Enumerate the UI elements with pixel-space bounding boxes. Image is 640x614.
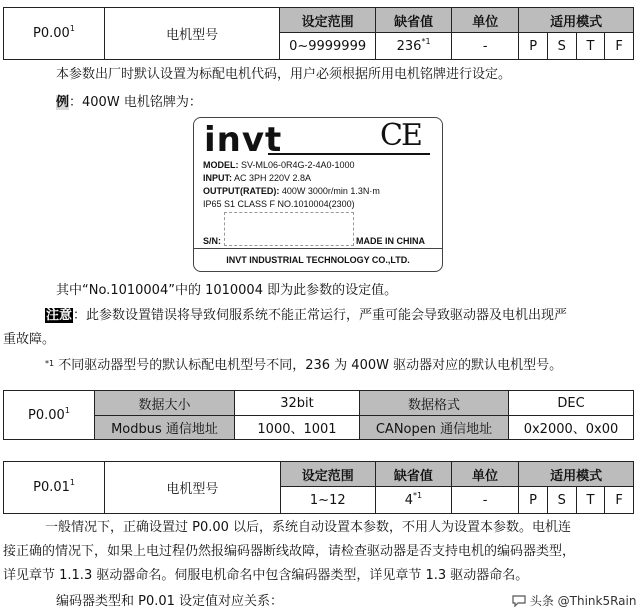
param-code: P0.00$^1$ (4, 8, 105, 60)
header-range: 设定范围 (280, 462, 375, 487)
sn-label: S/N: (203, 236, 221, 246)
mode-f: F (605, 487, 634, 514)
format-value: DEC (509, 391, 634, 416)
after-plate-line: 其中“No.1010004”中的 1010004 即为此参数的设定值。 (56, 283, 398, 298)
mode-p: P (519, 487, 548, 514)
model-line: MODEL: SV-ML06-0R4G-2-4A0-1000 (203, 160, 355, 170)
header-default: 缺省值 (375, 8, 451, 33)
desc-line-1: 本参数出厂时默认设置为标配电机代码，用户必须根据所用电机铭牌进行设定。 (56, 67, 512, 82)
param-name: 电机型号 (105, 462, 281, 514)
footnote-line: $^{*1}$ 不同驱动器型号的默认标配电机型号不同，236 为 400W 驱动器对应的默认电机型号。 (45, 358, 563, 373)
param-name: 电机型号 (105, 8, 280, 60)
canopen-value: 0x2000、0x00 (509, 416, 634, 440)
range-value: 0~9999999 (280, 33, 376, 60)
mode-p: P (519, 33, 548, 60)
header-unit: 单位 (452, 8, 519, 33)
desc2-line-1: 一般情况下，正确设置过 P0.00 以后，系统自动设置本参数，不用人为设置本参数。电机连 (45, 520, 572, 535)
chat-bubble-icon (512, 595, 526, 607)
mode-t: T (576, 487, 605, 514)
header-unit: 单位 (451, 462, 518, 487)
plate-divider (194, 248, 442, 249)
ip-line: IP65 S1 CLASS F NO.1010004(2300) (203, 199, 355, 209)
range-value: 1~12 (280, 487, 375, 514)
desc2-line-4: 编码器类型和 P0.01 设定值对应关系： (56, 594, 284, 609)
format-label: 数据格式 (360, 391, 509, 416)
watermark: 头条 @Think5Rain (512, 592, 636, 609)
size-label: 数据大小 (95, 391, 235, 416)
header-mode: 适用模式 (519, 462, 634, 487)
sn-box (224, 212, 354, 246)
mode-s: S (547, 487, 576, 514)
mode-t: T (576, 33, 605, 60)
param-code: P0.01$^1$ (4, 462, 105, 514)
plate-footer: INVT INDUSTRIAL TECHNOLOGY CO.,LTD. (226, 255, 410, 265)
header-range: 设定范围 (280, 8, 376, 33)
mode-s: S (547, 33, 576, 60)
made-in-label: MADE IN CHINA (356, 236, 425, 246)
example-line: 例：400W 电机铭牌为： (56, 95, 202, 110)
size-value: 32bit (235, 391, 360, 416)
modbus-value: 1000、1001 (235, 416, 360, 440)
logo-underline (268, 153, 430, 155)
unit-value: - (452, 33, 519, 60)
desc2-line-3: 详见章节 1.1.3 驱动器命名。伺服电机命名中包含编码器类型，详见章节 1.3 驱动器命名。 (3, 568, 529, 583)
header-default: 缺省值 (375, 462, 451, 487)
motor-nameplate-image (193, 117, 443, 272)
desc2-line-2: 接正确的情况下，如果上电过程仍然报编码器断线故障，请检查驱动器是否支持电机的编码器类型， (3, 544, 576, 559)
default-value: 4$^{*1}$ (375, 487, 451, 514)
ce-mark: CE (380, 118, 421, 153)
unit-value: - (451, 487, 518, 514)
default-value: 236$^{*1}$ (375, 33, 451, 60)
data-table-code: P0.00$^1$ (4, 391, 95, 440)
note-line-2: 重故障。 (3, 332, 56, 347)
canopen-label: CANopen 通信地址 (360, 416, 509, 440)
output-line: OUTPUT(RATED): 400W 3000r/min 1.3N·m (203, 186, 380, 196)
note-label: 注意 (46, 308, 73, 323)
param-table-p000 (3, 7, 634, 60)
mode-f: F (605, 33, 634, 60)
input-line: INPUT: AC 3PH 220V 2.8A (203, 173, 312, 183)
example-label: 例 (56, 95, 70, 110)
modbus-label: Modbus 通信地址 (95, 416, 235, 440)
note-line-1: 注意：此参数设置错误将导致伺服系统不能正常运行，严重可能会导致驱动器及电机出现严 (46, 308, 568, 323)
param-table-p001 (3, 461, 634, 514)
header-mode: 适用模式 (519, 8, 634, 33)
invt-logo: invt (204, 120, 283, 160)
data-format-table (3, 390, 634, 440)
